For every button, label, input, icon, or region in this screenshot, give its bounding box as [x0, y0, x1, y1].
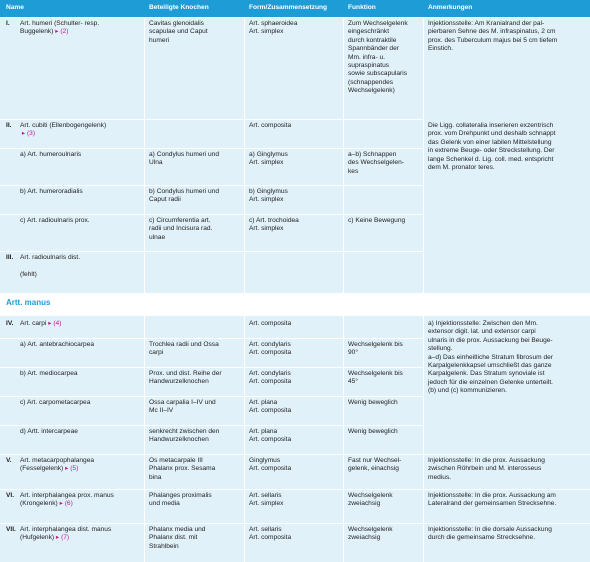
function-cell: Wechselgelenk bis [348, 341, 403, 348]
function-cell: sowie subscapularis [348, 70, 408, 78]
notes-cell: dem M. pronator teres. [428, 164, 495, 171]
form-cell: b) Ginglymus [249, 188, 288, 195]
bones-cell: Phalanx prox. Sesama [149, 465, 216, 473]
table-header [0, 0, 590, 17]
row-divider [0, 489, 590, 490]
notes-cell: zwischen Röhrbein und M. interosseus [428, 465, 542, 473]
form-cell: Art. condylaris [249, 341, 291, 348]
function-cell: durch kontraktile [348, 36, 397, 44]
form-cell: Art. composita [249, 122, 292, 129]
form-cell: Art. condylaris [249, 370, 291, 377]
function-cell: Wechselgelenk bis [348, 370, 403, 377]
bones-cell: ulnae [149, 233, 166, 241]
column-divider [144, 18, 145, 293]
joint-name: Art. metacarpophalangea [20, 457, 95, 464]
notes-cell: Injektionsstelle: In die dorsale Aussackung [428, 526, 552, 533]
notes-cell: das Gelenk von einer labilen Mittelstellung [428, 138, 552, 146]
column-divider [343, 18, 344, 293]
function-cell: Mm. infra- u. [348, 53, 386, 61]
function-cell: des Wechselgelen- [348, 159, 404, 167]
form-cell: Art. composita [249, 407, 292, 415]
notes-cell: medius. [428, 473, 452, 481]
column-divider [343, 316, 344, 562]
bones-cell: humeri [149, 36, 170, 44]
bones-cell: Trochlea radii und Ossa [149, 341, 219, 348]
figure-reference[interactable]: ▸ (7) [54, 534, 70, 542]
bones-cell: und media [149, 500, 180, 508]
notes-cell: Injektionsstelle: In die prox. Aussackung am [428, 492, 556, 499]
function-cell: Spannbänder der [348, 45, 399, 53]
form-cell: Art. plana [249, 428, 278, 435]
notes-cell: a) Injektionsstelle: Zwischen den Mm. [428, 320, 538, 327]
joint-name: a) Art. antebrachiocarpea [20, 341, 95, 348]
form-cell: Art. simplex [249, 159, 284, 167]
col-header-knochen: Beteiligte Knochen [149, 4, 209, 11]
form-cell: c) Art. trochoidea [249, 217, 299, 224]
bones-cell: Handwurzelknochen [149, 378, 209, 386]
notes-cell: lange Schenkel d. Lig. coll. med. entspricht [428, 155, 554, 163]
figure-reference[interactable]: ▸ (2) [53, 28, 69, 36]
row-divider [0, 454, 590, 455]
function-cell: supraspinatus [348, 62, 390, 69]
notes-cell: (b) und (c) kommunizieren. [428, 387, 507, 395]
form-cell: Art. simplex [249, 500, 284, 508]
form-cell: Art. plana [249, 399, 278, 406]
form-cell: Art. simplex [249, 28, 284, 36]
figure-reference[interactable]: ▸ (6) [57, 500, 73, 508]
function-cell: gelenk, einachsig [348, 465, 399, 473]
form-cell: Art. simplex [249, 196, 284, 204]
column-divider [423, 316, 424, 562]
column-divider [423, 18, 424, 293]
col-header-anmerkungen: Anmerkungen [428, 4, 473, 11]
col-header-funktion: Funktion [348, 4, 376, 11]
function-cell: a–b) Schnappen [348, 151, 397, 158]
function-cell: (schnappendes [348, 78, 394, 86]
bones-cell: Handwurzelknochen [149, 436, 209, 444]
bones-cell: b) Condylus humeri und [149, 188, 220, 195]
form-cell: a) Ginglymus [249, 151, 288, 158]
form-cell: Ginglymus [249, 457, 281, 464]
form-cell: Art. composita [249, 349, 292, 357]
form-cell: Art. sellaris [249, 526, 282, 533]
form-cell: Art. composita [249, 534, 292, 542]
bones-cell: Ossa carpalia I–IV und [149, 399, 216, 406]
figure-reference[interactable]: ▸ (5) [63, 465, 79, 473]
bones-cell: senkrecht zwischen den [149, 428, 220, 435]
figure-reference[interactable]: ▸ (4) [46, 320, 62, 327]
bones-cell: Phalanx media und [149, 526, 206, 533]
notes-cell: Karpalgelenkkapsel umschließt das ganze [428, 362, 552, 369]
function-cell: 90° [348, 349, 358, 357]
figure-reference[interactable]: ▸ (3) [20, 130, 36, 138]
bones-cell: carpi [149, 349, 164, 357]
function-cell: Zum Wechselgelenk [348, 20, 408, 27]
row-divider [0, 338, 424, 339]
form-cell: Art. composita [249, 436, 292, 444]
joint-name: (Hufgelenk) ▸ (7) [20, 534, 70, 542]
col-header-name: Name [6, 4, 24, 11]
function-cell: Wechselgelenk [348, 492, 393, 499]
row-number: V. [6, 457, 12, 464]
joint-name [20, 130, 35, 138]
joint-name: b) Art. mediocarpea [20, 370, 78, 377]
row-number: II. [6, 122, 12, 129]
joint-name: Art. carpi ▸ (4) [20, 320, 62, 327]
notes-cell: in extreme Beuge- oder Streckstellung. Der [428, 147, 555, 155]
row-divider [0, 523, 590, 524]
function-cell: eingeschränkt [348, 28, 390, 36]
bones-cell: Prox. und dist. Reihe der [149, 370, 222, 377]
row-divider [0, 251, 424, 252]
joint-name: c) Art. radioulnaris prox. [20, 217, 90, 224]
joint-name: Art. cubiti (Ellenbogengelenk) [20, 122, 107, 129]
function-cell: zweiachsig [348, 500, 381, 508]
bones-cell: Phalanx dist. mit [149, 534, 198, 542]
notes-cell: durch die gemeinsame Strecksehne. [428, 534, 536, 542]
column-divider [144, 316, 145, 562]
notes-cell: Karpalgelenk. Das Stratum synoviale ist [428, 370, 545, 378]
row-number: IV. [6, 320, 14, 327]
joint-name: Buggelenk) ▸ (2) [20, 28, 69, 36]
joint-name: (Fesselgelenk) ▸ (5) [20, 465, 79, 473]
bones-cell: Mc II–IV [149, 407, 174, 415]
form-cell: Art. composita [249, 465, 292, 473]
notes-cell: pierbaren Sehne des M. infraspinatus, 2 cm [428, 28, 556, 36]
row-divider [0, 367, 424, 368]
bones-cell: radii und Incisura rad. [149, 225, 213, 233]
notes-cell: prox. vom Drehpunkt und deshalb schnappt [428, 130, 556, 138]
row-number: III. [6, 254, 14, 261]
col-header-form: Form/Zusammensetzung [249, 4, 328, 11]
notes-cell: Lateralrand der gemeinsamen Strecksehne. [428, 500, 557, 508]
notes-cell: extensor digit. lat. und extensor carpi [428, 328, 536, 336]
function-cell: Wenig beweglich [348, 399, 398, 406]
function-cell: Wenig beweglich [348, 428, 398, 435]
joint-name: (Krongelenk) ▸ (6) [20, 500, 73, 508]
notes-cell: ulnaris in die prox. Aussackung bei Beuge- [428, 336, 553, 344]
section-title: Artt. manus [6, 298, 51, 307]
joint-name: a) Art. humeroulnaris [20, 151, 82, 158]
function-cell: Wechselgelenk) [348, 87, 395, 95]
bones-cell: Ulna [149, 159, 163, 167]
bones-cell: Strahlbein [149, 542, 179, 550]
notes-cell: prox. des Tuberculum majus bei 5 cm tiefem [428, 36, 558, 44]
joint-name: Art. interphalangea prox. manus [20, 492, 114, 499]
function-cell: Fast nur Wechsel- [348, 457, 402, 464]
function-cell: Wechselgelenk [348, 526, 393, 533]
bones-cell: scapulae und Caput [149, 28, 208, 36]
joint-name: (fehlt) [20, 270, 37, 278]
form-cell: Art. simplex [249, 225, 284, 233]
joint-name: Art. humeri (Schulter- resp. [20, 20, 100, 27]
bones-cell: Phalanges proximalis [149, 492, 212, 499]
row-divider [0, 293, 590, 294]
row-divider [0, 119, 424, 120]
bones-cell: bina [149, 473, 162, 481]
function-cell: zweiachsig [348, 534, 381, 542]
form-cell: Art. sphaeroidea [249, 20, 298, 27]
joint-name: d) Artt. intercarpeae [20, 428, 78, 435]
notes-cell: a–d) Das einheitliche Stratum fibrosum der [428, 353, 553, 361]
row-number: VI. [6, 492, 15, 499]
joint-name: Art. interphalangea dist. manus [20, 526, 112, 533]
row-divider [0, 214, 424, 215]
bones-cell: Os metacarpale III [149, 457, 203, 464]
notes-cell: Injektionsstelle: Am Kranialrand der pal- [428, 20, 545, 27]
column-divider [244, 316, 245, 562]
function-cell: kes [348, 167, 359, 175]
function-cell: 45° [348, 378, 358, 386]
bones-cell: Caput radii [149, 196, 181, 204]
joint-name: c) Art. carpometacarpea [20, 399, 91, 406]
column-divider [244, 18, 245, 293]
notes-cell: stellung. [428, 345, 453, 353]
notes-cell: Die Ligg. collateralia inserieren exzentrisch [428, 122, 554, 129]
bones-cell: Cavitas glenoidalis [149, 20, 204, 27]
row-divider [0, 396, 424, 397]
joint-name: Art. radioulnaris dist. [20, 254, 81, 261]
bones-cell: c) Circumferentia art. [149, 217, 211, 224]
row-number: I. [6, 20, 10, 27]
notes-cell: jedoch für die einzelnen Gelenke unterteilt. [428, 378, 553, 386]
row-divider [0, 148, 424, 149]
row-number: VII. [6, 526, 16, 533]
function-cell: c) Keine Bewegung [348, 217, 406, 224]
notes-cell: Injektionsstelle: In die prox. Aussackung [428, 457, 545, 464]
row-divider [0, 425, 424, 426]
row-divider [0, 185, 424, 186]
form-cell: Art. composita [249, 378, 292, 386]
form-cell: Art. sellaris [249, 492, 282, 499]
bones-cell: a) Condylus humeri und [149, 151, 220, 158]
joint-name: b) Art. humeroradialis [20, 188, 83, 195]
notes-cell: Einstich. [428, 45, 453, 53]
form-cell: Art. composita [249, 320, 292, 327]
